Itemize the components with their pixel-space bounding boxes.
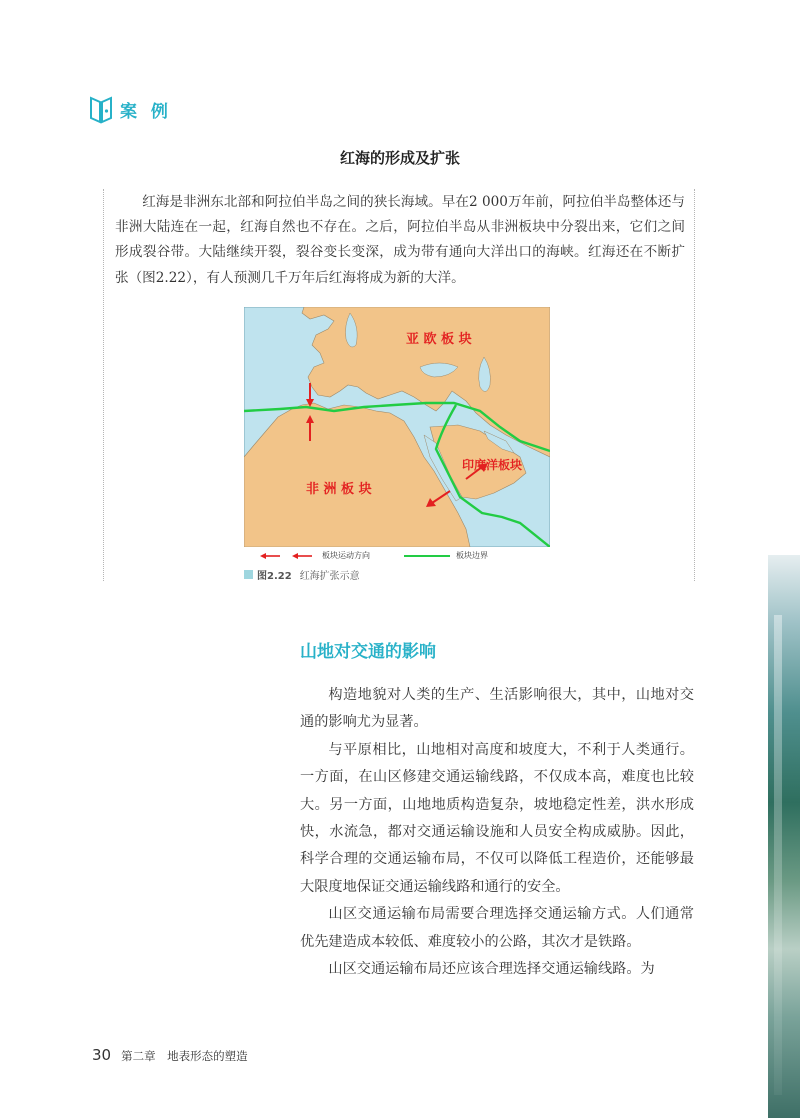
section-body: [300, 682, 694, 983]
page-number: 30: [92, 1046, 112, 1064]
case-paragraph: 红海是非洲东北部和阿拉伯半岛之间的狭长海域。早在2 000万年前，阿拉伯半岛整体还与非洲大陆连在一起，红海自然也不存在。之后，阿拉伯半岛从非洲板块中分裂出来，它们之间形成裂谷带。大陆继续开裂，裂谷变长变深，成为带有通向大洋出口的海峡。红海还在不断扩张（图2.22），有人预测几千万年后红海将成为新的大洋。: [115, 194, 685, 286]
section-title: 山地对交通的影响: [300, 642, 436, 662]
case-header: [88, 92, 172, 126]
figure-caption: [244, 567, 360, 582]
legend-boundary-label: 板块边界: [456, 551, 488, 560]
legend-direction-label: 板块运动方向: [322, 551, 370, 560]
body-paragraph: 与平原相比，山地相对高度和坡度大，不利于人类通行。一方面，在山区修建交通运输线路，不仅成本高，难度也比较大。另一方面，山地地质构造复杂，坡地稳定性差，洪水形成快，水流急，都对交通运输设施和人员安全构成威胁。因此，科学合理的交通运输布局，不仅可以降低工程造价，还能够最大限度地保证交通运输线路和通行的安全。: [300, 741, 694, 895]
label-eurasia-plate: 亚 欧 板 块: [406, 332, 472, 347]
body-paragraph: 山区交通运输布局还应该合理选择交通运输线路。为: [328, 961, 655, 978]
body-paragraph: 构造地貌对人类的生产、生活影响很大，其中，山地对交通的影响尤为显著。: [300, 687, 694, 731]
chapter-title: 第二章 地表形态的塑造: [121, 1049, 248, 1063]
case-title: 红海的形成及扩张: [339, 149, 460, 167]
figure-number: 图2.22: [257, 571, 292, 582]
side-photo-highlight: [774, 615, 782, 1095]
page-footer: [92, 1046, 248, 1064]
label-africa-plate: 非 洲 板 块: [306, 482, 372, 497]
label-indian-plate: 印度洋板块: [462, 458, 523, 472]
case-label: 案 例: [120, 101, 172, 122]
legend-arrows-icon: [258, 552, 318, 560]
legend-line-icon: [404, 552, 450, 560]
side-photo-strip: [768, 555, 800, 1118]
legend-direction: [258, 550, 370, 561]
red-sea-map: [244, 307, 550, 547]
book-icon: [88, 94, 114, 124]
map-legend: [258, 550, 488, 561]
caption-marker: [244, 570, 253, 579]
legend-boundary: [404, 550, 488, 561]
figure-caption-text: 红海扩张示意: [299, 571, 360, 582]
body-paragraph: 山区交通运输布局需要合理选择交通运输方式。人们通常优先建造成本较低、难度较小的公路，其次才是铁路。: [300, 906, 694, 950]
